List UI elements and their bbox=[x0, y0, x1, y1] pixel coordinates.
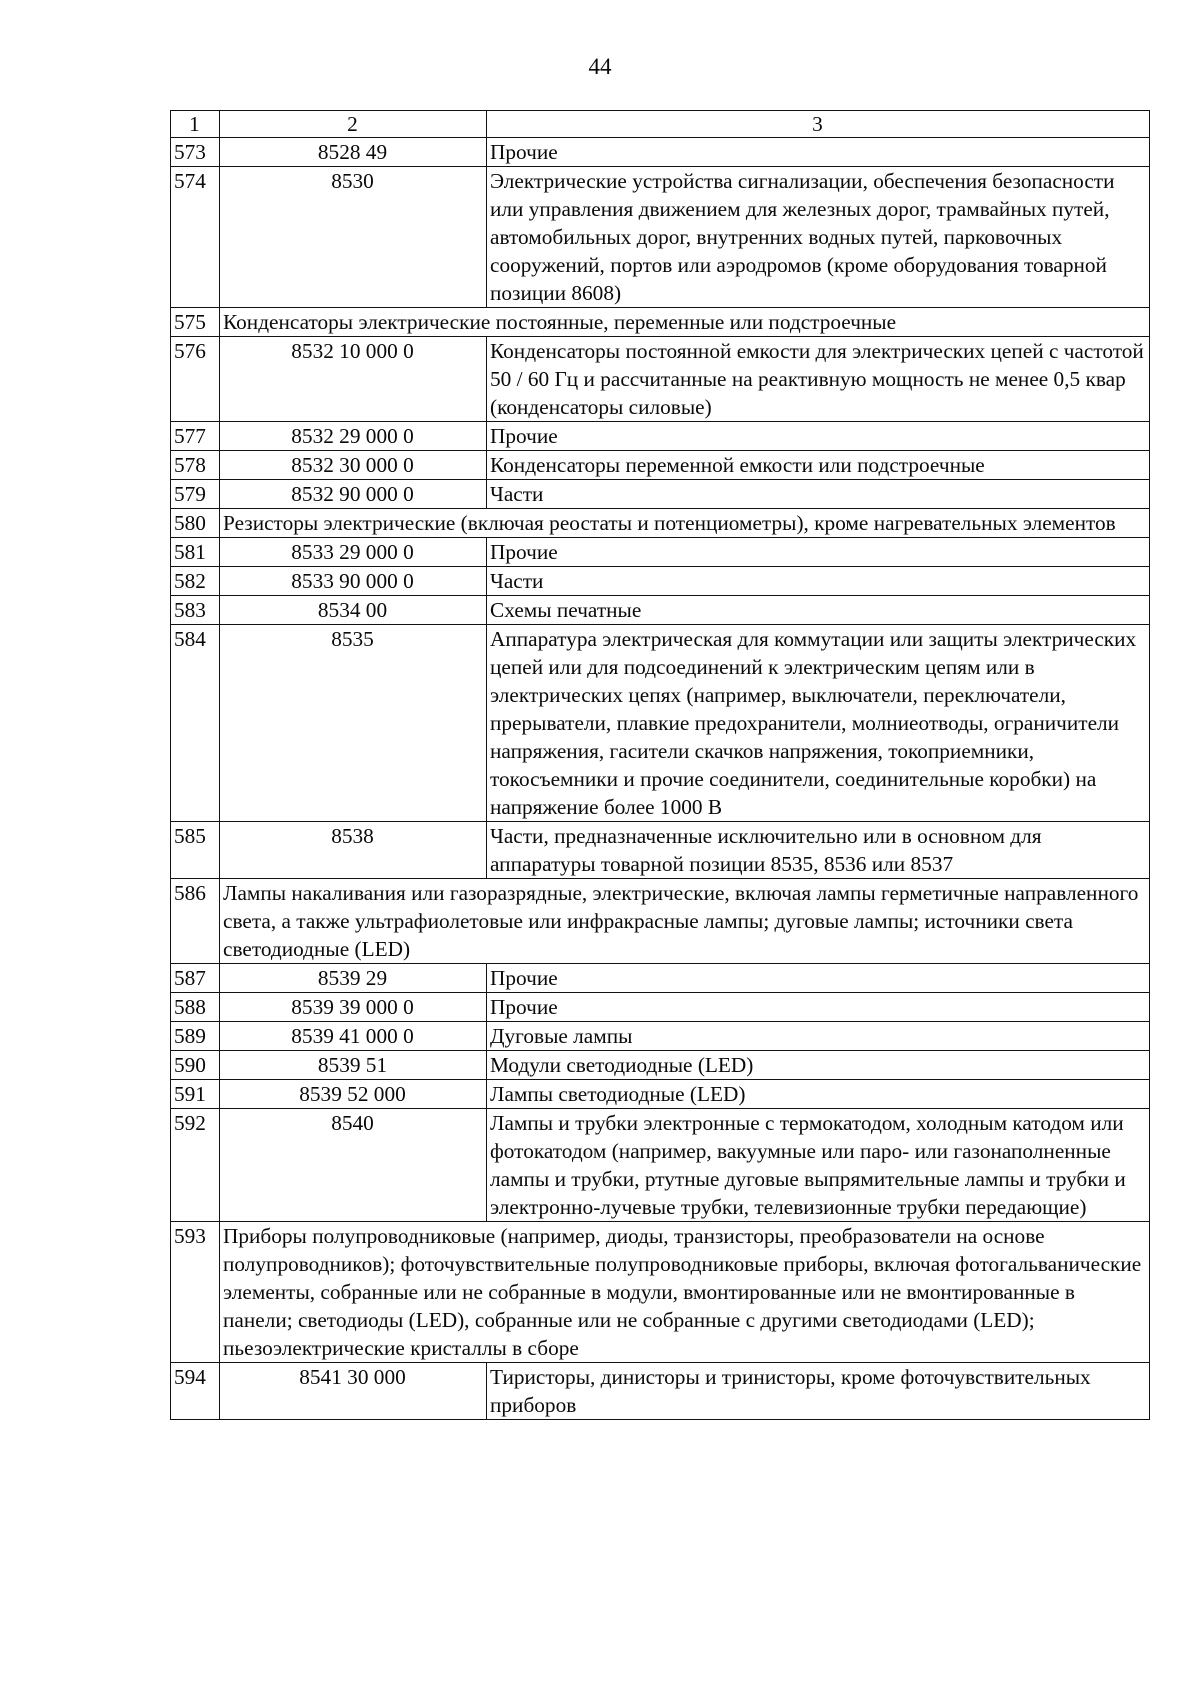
row-number: 585 bbox=[171, 822, 220, 879]
item-description: Аппаратура электрическая для коммутации или защиты электрических цепей или для подсоединений к электрическим цепям или в электрических цепях (например, выключатели, переключатели, прерыватели, плавкие предохранители, молниеотводы, ограничители напряжения, гасители скачков напряжения, токоприемники, токосъемники и прочие соединители, соединительные коробки) на напряжение более 1000 В bbox=[487, 625, 1150, 822]
header-col-2: 2 bbox=[220, 111, 487, 138]
item-description: Дуговые лампы bbox=[487, 1022, 1150, 1051]
table-row bbox=[171, 879, 1150, 964]
table-row bbox=[171, 1222, 1150, 1363]
group-heading: Резисторы электрические (включая реостаты и потенциометры), кроме нагревательных элементов bbox=[220, 509, 1150, 538]
item-description: Части, предназначенные исключительно или в основном для аппаратуры товарной позиции 8535, 8536 или 8537 bbox=[487, 822, 1150, 879]
table-row bbox=[171, 993, 1150, 1022]
tariff-code: 8532 29 000 0 bbox=[220, 422, 487, 451]
tariff-code: 8541 30 000 bbox=[220, 1363, 487, 1420]
item-description: Модули светодиодные (LED) bbox=[487, 1051, 1150, 1080]
item-description: Схемы печатные bbox=[487, 596, 1150, 625]
item-description: Прочие bbox=[487, 538, 1150, 567]
tariff-table bbox=[170, 110, 1150, 1420]
table-row bbox=[171, 480, 1150, 509]
tariff-code: 8539 52 000 bbox=[220, 1080, 487, 1109]
row-number: 593 bbox=[171, 1222, 220, 1363]
table-row bbox=[171, 1022, 1150, 1051]
row-number: 573 bbox=[171, 138, 220, 167]
row-number: 592 bbox=[171, 1109, 220, 1222]
row-number: 576 bbox=[171, 337, 220, 422]
row-number: 578 bbox=[171, 451, 220, 480]
row-number: 583 bbox=[171, 596, 220, 625]
item-description: Части bbox=[487, 480, 1150, 509]
tariff-code: 8539 39 000 0 bbox=[220, 993, 487, 1022]
table-row bbox=[171, 167, 1150, 308]
table-row bbox=[171, 964, 1150, 993]
tariff-code: 8535 bbox=[220, 625, 487, 822]
table-row bbox=[171, 1080, 1150, 1109]
tariff-code: 8532 90 000 0 bbox=[220, 480, 487, 509]
row-number: 586 bbox=[171, 879, 220, 964]
row-number: 589 bbox=[171, 1022, 220, 1051]
table-row bbox=[171, 596, 1150, 625]
tariff-code: 8539 51 bbox=[220, 1051, 487, 1080]
row-number: 579 bbox=[171, 480, 220, 509]
tariff-code: 8530 bbox=[220, 167, 487, 308]
table-row bbox=[171, 538, 1150, 567]
table-row bbox=[171, 509, 1150, 538]
table-row bbox=[171, 822, 1150, 879]
tariff-code: 8534 00 bbox=[220, 596, 487, 625]
group-heading: Приборы полупроводниковые (например, диоды, транзисторы, преобразователи на основе полупроводников); фоточувствительные полупроводниковые приборы, включая фотогальванические элементы, собранные или не собранные в модули, вмонтированные или не вмонтированные в панели; светодиоды (LED), собранные или не собранные с другими светодиодами (LED); пьезоэлектрические кристаллы в сборе bbox=[220, 1222, 1150, 1363]
item-description: Тиристоры, динисторы и тринисторы, кроме фоточувствительных приборов bbox=[487, 1363, 1150, 1420]
table-row bbox=[171, 1109, 1150, 1222]
tariff-code: 8539 41 000 0 bbox=[220, 1022, 487, 1051]
row-number: 590 bbox=[171, 1051, 220, 1080]
item-description: Электрические устройства сигнализации, обеспечения безопасности или управления движением для железных дорог, трамвайных путей, автомобильных дорог, внутренних водных путей, парковочных сооружений, портов или аэродромов (кроме оборудования товарной позиции 8608) bbox=[487, 167, 1150, 308]
row-number: 588 bbox=[171, 993, 220, 1022]
item-description: Прочие bbox=[487, 993, 1150, 1022]
tariff-code: 8540 bbox=[220, 1109, 487, 1222]
item-description: Конденсаторы постоянной емкости для электрических цепей с частотой 50 / 60 Гц и рассчитанные на реактивную мощность не менее 0,5 квар (конденсаторы силовые) bbox=[487, 337, 1150, 422]
table-row bbox=[171, 451, 1150, 480]
tariff-code: 8528 49 bbox=[220, 138, 487, 167]
table-row bbox=[171, 1363, 1150, 1420]
table-row bbox=[171, 337, 1150, 422]
tariff-code: 8532 10 000 0 bbox=[220, 337, 487, 422]
table-row bbox=[171, 308, 1150, 337]
item-description: Прочие bbox=[487, 138, 1150, 167]
group-heading: Конденсаторы электрические постоянные, переменные или подстроечные bbox=[220, 308, 1150, 337]
table-row bbox=[171, 625, 1150, 822]
page-number: 44 bbox=[588, 54, 612, 79]
table-header-row bbox=[171, 111, 1150, 138]
item-description: Лампы светодиодные (LED) bbox=[487, 1080, 1150, 1109]
header-col-3: 3 bbox=[487, 111, 1150, 138]
tariff-code: 8532 30 000 0 bbox=[220, 451, 487, 480]
tariff-code: 8533 90 000 0 bbox=[220, 567, 487, 596]
item-description: Лампы и трубки электронные с термокатодом, холодным катодом или фотокатодом (например, вакуумные или паро- или газонаполненные лампы и трубки, ртутные дуговые выпрямительные лампы и трубки и электронно-лучевые трубки, телевизионные трубки передающие) bbox=[487, 1109, 1150, 1222]
row-number: 594 bbox=[171, 1363, 220, 1420]
row-number: 575 bbox=[171, 308, 220, 337]
item-description: Прочие bbox=[487, 422, 1150, 451]
row-number: 587 bbox=[171, 964, 220, 993]
table-row bbox=[171, 138, 1150, 167]
header-col-1: 1 bbox=[171, 111, 220, 138]
item-description: Части bbox=[487, 567, 1150, 596]
table-row bbox=[171, 422, 1150, 451]
row-number: 581 bbox=[171, 538, 220, 567]
table-row bbox=[171, 1051, 1150, 1080]
item-description: Конденсаторы переменной емкости или подстроечные bbox=[487, 451, 1150, 480]
tariff-code: 8533 29 000 0 bbox=[220, 538, 487, 567]
item-description: Прочие bbox=[487, 964, 1150, 993]
group-heading: Лампы накаливания или газоразрядные, электрические, включая лампы герметичные направленного света, а также ультрафиолетовые или инфракрасные лампы; дуговые лампы; источники света светодиодные (LED) bbox=[220, 879, 1150, 964]
table-row bbox=[171, 567, 1150, 596]
row-number: 577 bbox=[171, 422, 220, 451]
row-number: 580 bbox=[171, 509, 220, 538]
row-number: 584 bbox=[171, 625, 220, 822]
tariff-code: 8539 29 bbox=[220, 964, 487, 993]
row-number: 591 bbox=[171, 1080, 220, 1109]
row-number: 582 bbox=[171, 567, 220, 596]
tariff-code: 8538 bbox=[220, 822, 487, 879]
row-number: 574 bbox=[171, 167, 220, 308]
